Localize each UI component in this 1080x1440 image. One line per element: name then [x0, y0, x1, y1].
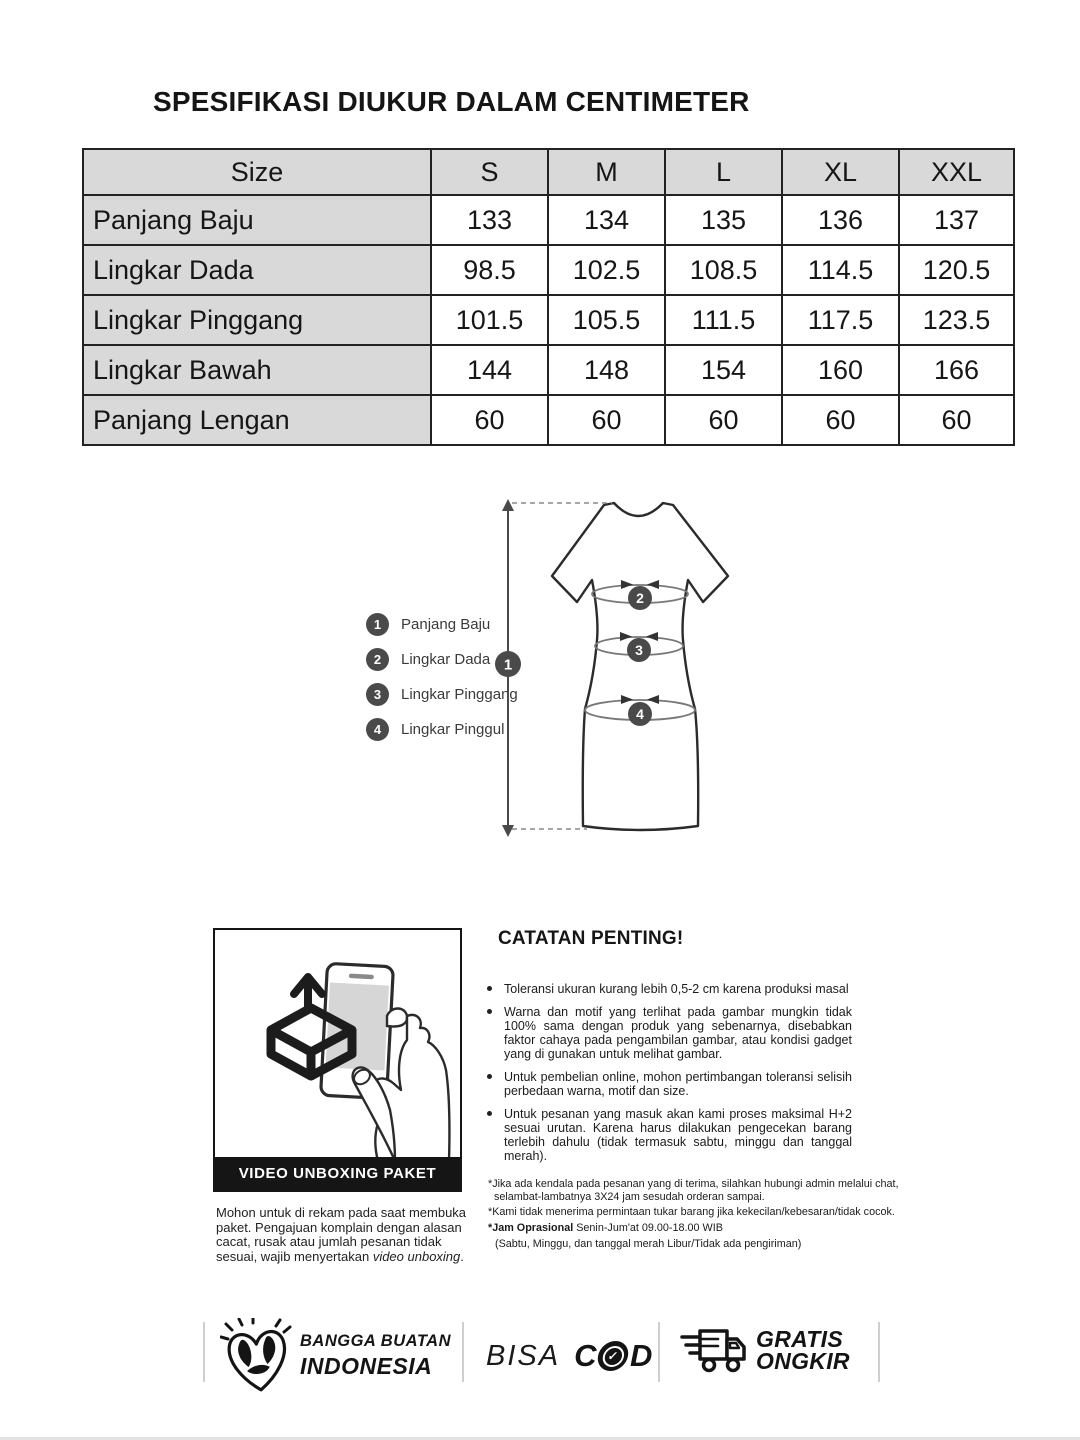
- col-header-xl: XL: [782, 149, 899, 195]
- delivery-truck-icon: [680, 1322, 748, 1380]
- marker-length: 1: [503, 656, 513, 674]
- footnotes: [488, 1178, 903, 1254]
- cell: 144: [431, 345, 548, 395]
- unboxing-illustration-icon: [215, 930, 459, 1161]
- cell: 148: [548, 345, 665, 395]
- ongkir-text: [756, 1326, 850, 1374]
- cell: 154: [665, 345, 782, 395]
- footnote: *Jika ada kendala pada pesanan yang di terima, silahkan hubungi admin melalui chat, selambat-lambatnya 3X24 jam sesudah orderan sampai.: [488, 1178, 899, 1203]
- unboxing-caption: VIDEO UNBOXING PAKET: [214, 1157, 461, 1190]
- badge-divider: [462, 1322, 464, 1382]
- legend-number-badge: 4: [366, 718, 389, 741]
- cell: 137: [899, 195, 1014, 245]
- row-label: Lingkar Dada: [83, 245, 431, 295]
- table-row: [83, 395, 1014, 445]
- cod-word: C ✓ D: [574, 1338, 652, 1373]
- video-unboxing-card: [213, 928, 462, 1192]
- cell: 120.5: [899, 245, 1014, 295]
- cell: 101.5: [431, 295, 548, 345]
- cell: 136: [782, 195, 899, 245]
- note-item: Toleransi ukuran kurang lebih 0,5-2 cm karena produksi masal: [484, 982, 852, 996]
- cell: 102.5: [548, 245, 665, 295]
- bbi-line2: INDONESIA: [300, 1353, 433, 1379]
- row-label: Panjang Lengan: [83, 395, 431, 445]
- badge-divider: [878, 1322, 880, 1382]
- note-item: Untuk pembelian online, mohon pertimbangan toleransi selisih perbedaan warna, motif dan size.: [484, 1070, 852, 1098]
- footnote: (Sabtu, Minggu, dan tanggal merah Libur/Tidak ada pengiriman): [495, 1237, 802, 1250]
- cell: 105.5: [548, 295, 665, 345]
- legend-label: Lingkar Dada: [401, 650, 491, 668]
- table-row: [83, 195, 1014, 245]
- note-item: Warna dan motif yang terlihat pada gambar mungkin tidak 100% sama dengan produk yang sebenarnya, disebabkan faktor cahaya pada pengambilan gambar, atau kondisi gadget yang di gunakan untuk melihat gambar.: [484, 1005, 852, 1061]
- col-header-m: M: [548, 149, 665, 195]
- legend-number-badge: 3: [366, 683, 389, 706]
- table-row: [83, 295, 1014, 345]
- cod-check-emblem-icon: ✓: [595, 1341, 630, 1371]
- marker-chest: 2: [636, 590, 644, 607]
- badge-bangga-buatan-indonesia: [300, 1332, 451, 1380]
- cell: 108.5: [665, 245, 782, 295]
- marker-waist: 3: [635, 642, 643, 659]
- legend-label: Lingkar Pinggul: [401, 720, 505, 738]
- cell: 60: [431, 395, 548, 445]
- size-table: [82, 148, 1015, 446]
- cell: 111.5: [665, 295, 782, 345]
- col-header-size: Size: [83, 149, 431, 195]
- col-header-l: L: [665, 149, 782, 195]
- col-header-s: S: [431, 149, 548, 195]
- cell: 60: [899, 395, 1014, 445]
- unboxing-note-end: .: [460, 1248, 464, 1264]
- cell: 134: [548, 195, 665, 245]
- row-label: Panjang Baju: [83, 195, 431, 245]
- badges-bar: [0, 1316, 1080, 1396]
- footnote: *Jam Oprasional Senin-Jum'at 09.00-18.00 WIB: [488, 1222, 723, 1235]
- marker-hip: 4: [636, 706, 644, 723]
- cell: 98.5: [431, 245, 548, 295]
- cell: 60: [665, 395, 782, 445]
- cod-bisa-text: BISA: [486, 1339, 561, 1372]
- notes-heading: CATATAN PENTING!: [498, 928, 684, 949]
- badge-gratis-ongkir: [680, 1322, 850, 1380]
- row-label: Lingkar Bawah: [83, 345, 431, 395]
- table-row: [83, 345, 1014, 395]
- measurement-diagram: [0, 478, 1080, 878]
- row-label: Lingkar Pinggang: [83, 295, 431, 345]
- cell: 160: [782, 345, 899, 395]
- legend-number-badge: 1: [366, 613, 389, 636]
- legend-number-badge: 2: [366, 648, 389, 671]
- bangga-buatan-indonesia-logo-icon: [220, 1318, 296, 1396]
- note-item: Untuk pesanan yang masuk akan kami proses maksimal H+2 sesuai urutan. Karena harus dilakukan pengecekan barang terlebih dahulu (tidak termasuk sabtu, minggu dan tanggal merah).: [484, 1107, 852, 1163]
- cell: 123.5: [899, 295, 1014, 345]
- cell: 114.5: [782, 245, 899, 295]
- footnote: *Kami tidak menerima permintaan tukar barang jika kekecilan/kebesaran/tidak cocok.: [488, 1206, 895, 1219]
- cell: 135: [665, 195, 782, 245]
- unboxing-note-italic: video unboxing: [372, 1248, 461, 1264]
- unboxing-note: [216, 1206, 468, 1264]
- ongkir-line2: ONGKIR: [756, 1348, 850, 1374]
- important-notes: [484, 928, 862, 1172]
- size-table-header: [83, 149, 1014, 195]
- cell: 60: [782, 395, 899, 445]
- badge-divider: [203, 1322, 205, 1382]
- cell: 166: [899, 345, 1014, 395]
- badge-bisa-cod: [486, 1338, 652, 1374]
- cell: 60: [548, 395, 665, 445]
- bbi-line1: BANGGA BUATAN: [300, 1332, 452, 1350]
- unboxing-note-text: Mohon untuk di rekam pada saat membuka paket. Pengajuan komplain dengan alasan cacat, rusak atau jumlah pesanan tidak sesuai, wajib menyertakan: [216, 1205, 467, 1264]
- cell: 117.5: [782, 295, 899, 345]
- notes-list: [484, 982, 852, 1163]
- page-title: SPESIFIKASI DIUKUR DALAM CENTIMETER: [153, 86, 750, 117]
- dress-figure-icon: [490, 488, 780, 860]
- legend-label: Panjang Baju: [401, 615, 491, 633]
- badge-divider: [658, 1322, 660, 1382]
- col-header-xxl: XXL: [899, 149, 1014, 195]
- table-row: [83, 245, 1014, 295]
- cell: 133: [431, 195, 548, 245]
- legend-label: Lingkar Pinggang: [401, 685, 518, 703]
- ongkir-line1: GRATIS: [756, 1326, 843, 1353]
